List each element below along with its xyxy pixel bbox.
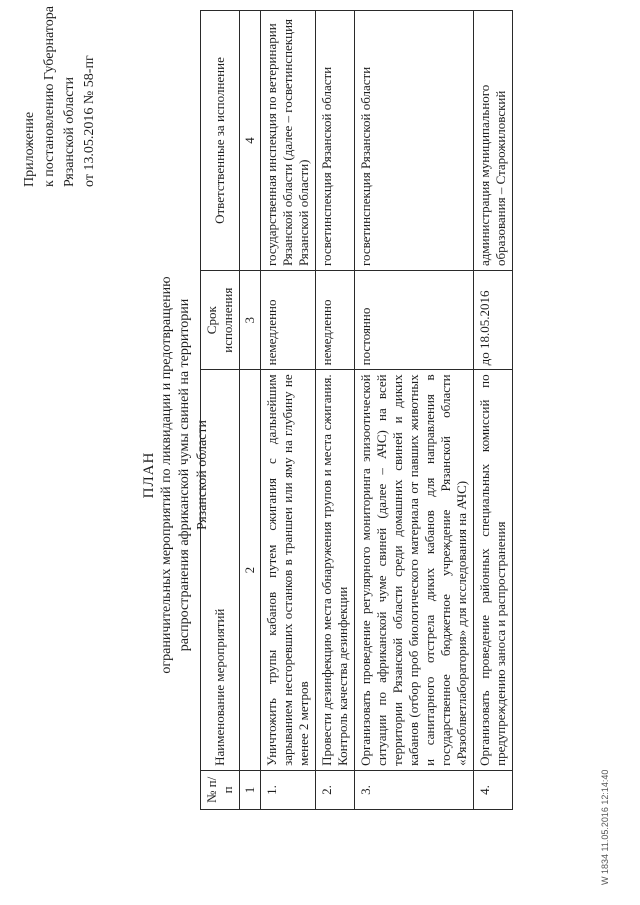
- appendix-decree: к постановлению Губернатора: [42, 6, 57, 187]
- index-cell: 2: [240, 370, 261, 771]
- row-term: до 18.05.2016: [474, 271, 513, 370]
- row-responsible: госветинспекция Рязанской области: [316, 11, 355, 271]
- plan-subtitle-3: Рязанской области: [195, 419, 210, 531]
- appendix-date: от 13.05.2016 № 58-пг: [82, 55, 97, 187]
- row-term: немедленно: [261, 271, 316, 370]
- row-number: 2.: [316, 770, 355, 809]
- header-number: № п/п: [201, 770, 240, 809]
- table-row: [355, 11, 474, 810]
- plan-heading: ПЛАН: [141, 451, 157, 499]
- row-term: постоянно: [355, 271, 474, 370]
- appendix-label: Приложение: [22, 111, 37, 187]
- plan-subtitle-1: ограничительных мероприятий по ликвидации и предотвращению: [159, 276, 174, 674]
- appendix-region: Рязанской области: [62, 76, 77, 187]
- plan-table: [200, 10, 513, 810]
- header-action: Наименование мероприятий: [201, 370, 240, 771]
- row-responsible: государственная инспекция по ветеринарии Рязанской области (далее – госветинспекция Рязанской области): [261, 11, 316, 271]
- row-responsible: госветинспекция Рязанской области: [355, 11, 474, 271]
- row-action: Провести дезинфекцию места обнаружения трупов и места сжигания. Контроль качества дезинфекции: [316, 370, 355, 771]
- table-row: [261, 11, 316, 810]
- row-action: Организовать проведение регулярного мониторинга эпизоотической ситуации по африканской чуме свиней (далее – АЧС) на всей территории Рязанской области среди домашних свиней и диких кабанов (отбор проб биологического материала от павших животных и санитарного отстрела диких кабанов для направления в государственное бюджетное учреждение Рязанской области «Рязоблветлаборатория» для исследования на АЧС): [355, 370, 474, 771]
- row-number: 4.: [474, 770, 513, 809]
- index-cell: 4: [240, 11, 261, 271]
- index-cell: 3: [240, 271, 261, 370]
- table-header-row: [201, 11, 240, 810]
- row-action: Уничтожить трупы кабанов путем сжигания с дальнейшим зарыванием несгоревших останков в траншеи или яму на глубину не менее 2 метров: [261, 370, 316, 771]
- header-responsible: Ответственные за исполнение: [201, 11, 240, 271]
- row-term: немедленно: [316, 271, 355, 370]
- table-row: [474, 11, 513, 810]
- registration-stamp: W 1834 11.05.2016 12:14:40: [600, 769, 610, 885]
- appendix-block: [20, 6, 100, 187]
- row-action: Организовать проведение районных специальных комиссий по предупреждению заноса и распространения: [474, 370, 513, 771]
- row-responsible: администрация муниципального образования – Старожиловский: [474, 11, 513, 271]
- table-index-row: [240, 11, 261, 810]
- plan-subtitle-2: распространения африканской чумы свиней на территории: [177, 298, 192, 652]
- header-term: Срок исполнения: [201, 271, 240, 370]
- table-row: [316, 11, 355, 810]
- index-cell: 1: [240, 770, 261, 809]
- row-number: 1.: [261, 770, 316, 809]
- row-number: 3.: [355, 770, 474, 809]
